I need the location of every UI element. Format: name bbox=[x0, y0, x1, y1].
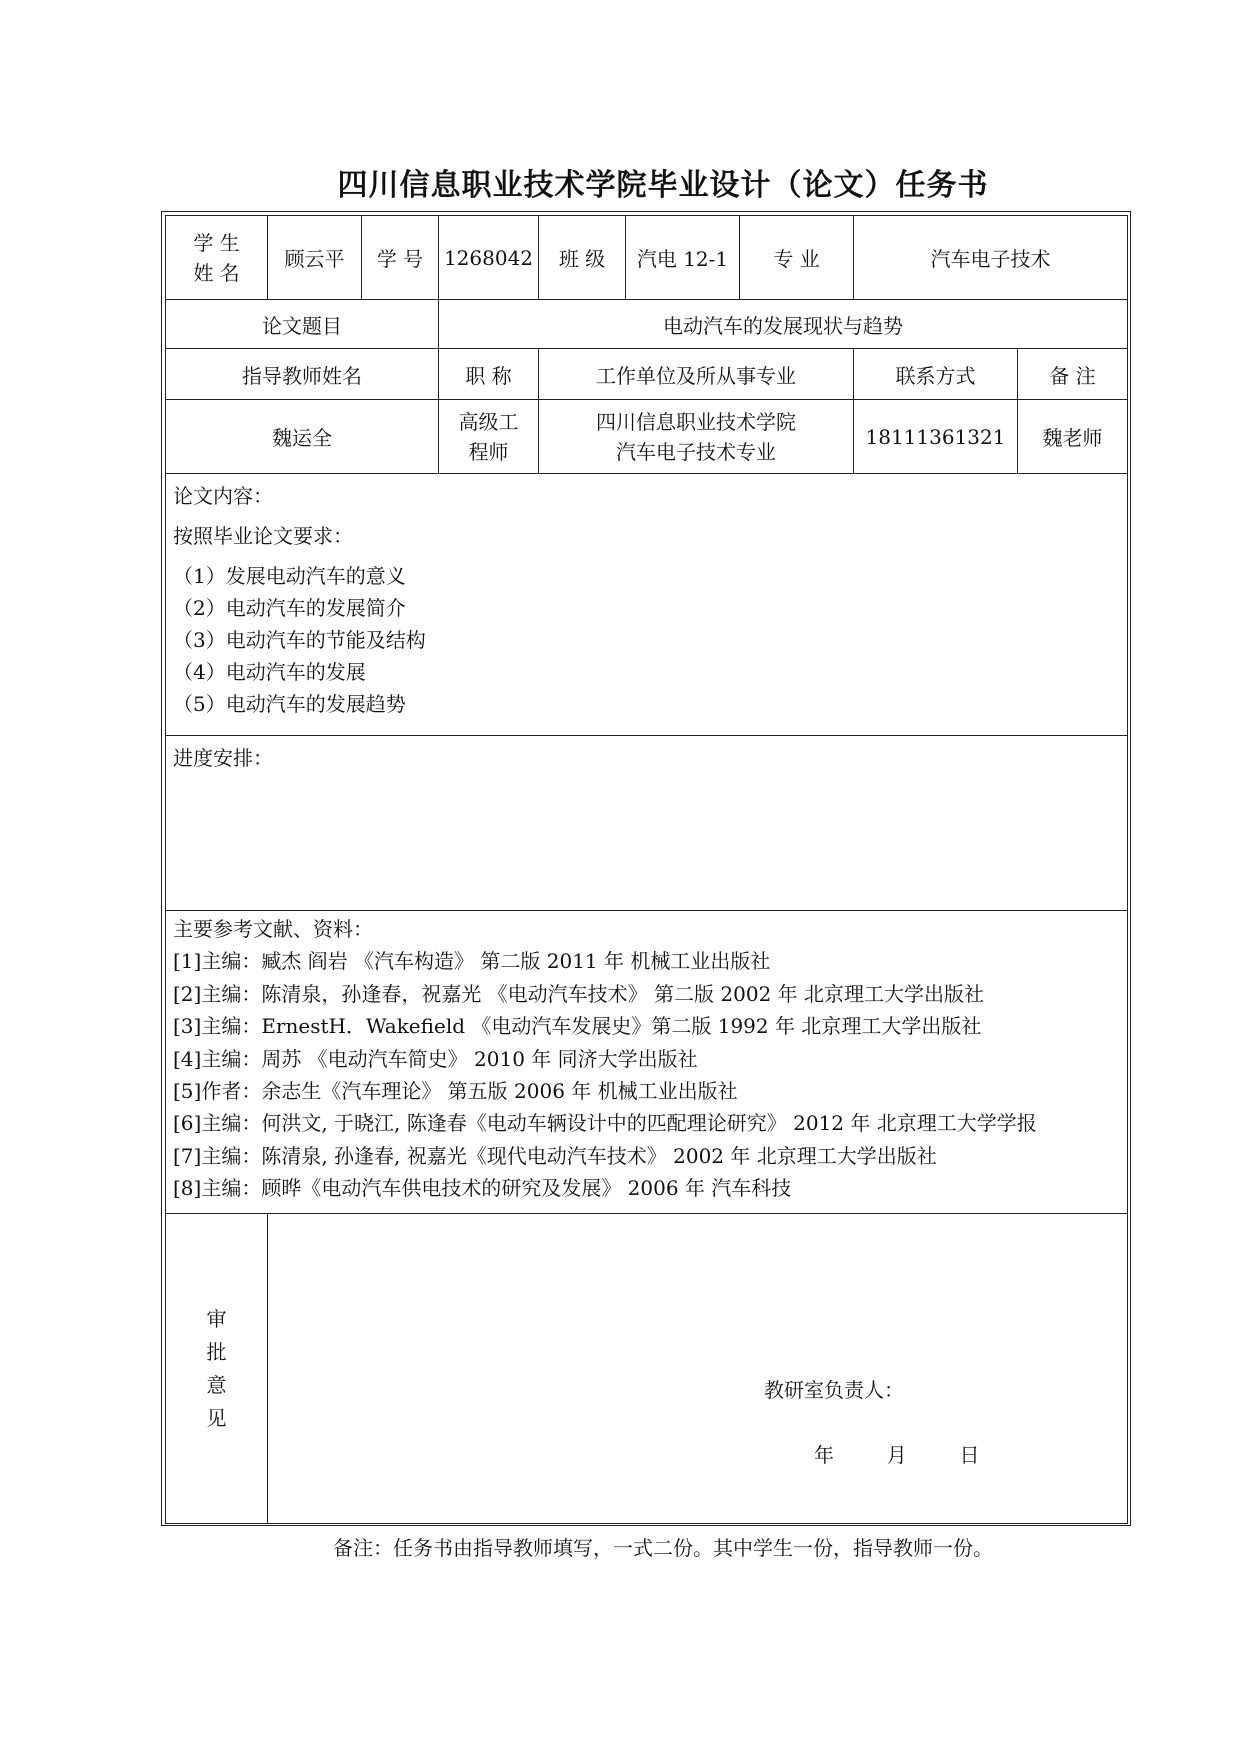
reference-item: [1]主编：臧杰 阎岩 《汽车构造》 第二版 2011 年 机械工业出版社 bbox=[173, 949, 771, 974]
task-form-table bbox=[165, 215, 1128, 1524]
page-title: 四川信息职业技术学院毕业设计（论文）任务书 bbox=[337, 168, 989, 203]
month-label: 月 bbox=[886, 1443, 907, 1467]
progress-heading: 进度安排： bbox=[173, 746, 273, 770]
approval-label bbox=[166, 1214, 268, 1524]
unit-label: 工作单位及所从事专业 bbox=[539, 349, 854, 400]
contact-value: 18111361321 bbox=[854, 400, 1018, 474]
advisor-name-value: 魏运全 bbox=[166, 400, 439, 474]
reference-item: [8]主编：顾晔《电动汽车供电技术的研究及发展》 2006 年 汽车科技 bbox=[173, 1176, 792, 1201]
row-progress bbox=[166, 736, 1128, 911]
student-name-value: 顾云平 bbox=[268, 216, 362, 300]
day-label: 日 bbox=[959, 1443, 980, 1467]
class-label: 班 级 bbox=[539, 216, 626, 300]
advisor-title-label: 职 称 bbox=[439, 349, 539, 400]
signer-label: 教研室负责人： bbox=[764, 1378, 904, 1402]
row-advisor-values bbox=[166, 400, 1128, 474]
advisor-title-line1: 高级工 bbox=[458, 409, 519, 434]
topic-label: 论文题目 bbox=[166, 300, 439, 349]
class-value: 汽电 12-1 bbox=[626, 216, 740, 300]
student-name-label-line2: 姓 名 bbox=[193, 260, 240, 285]
approval-body bbox=[268, 1214, 1128, 1524]
content-heading: 论文内容： bbox=[173, 484, 273, 508]
advisor-name-label: 指导教师姓名 bbox=[166, 349, 439, 400]
unit-value bbox=[539, 400, 854, 474]
reference-item: [5]作者：余志生《汽车理论》 第五版 2006 年 机械工业出版社 bbox=[173, 1079, 738, 1104]
unit-line2: 汽车电子技术专业 bbox=[616, 439, 776, 464]
approval-char: 意 bbox=[206, 1372, 227, 1397]
reference-item: [3]主编：ErnestH．Wakefield 《电动汽车发展史》第二版 1992 年 北京理工大学出版社 bbox=[173, 1014, 982, 1039]
row-advisor-headers bbox=[166, 349, 1128, 400]
row-content bbox=[166, 474, 1128, 736]
content-item: （2）电动汽车的发展简介 bbox=[173, 596, 406, 620]
progress-section bbox=[166, 736, 1128, 911]
content-section bbox=[166, 474, 1128, 736]
advisor-title-value bbox=[439, 400, 539, 474]
student-name-label bbox=[166, 216, 268, 300]
year-label: 年 bbox=[814, 1443, 834, 1467]
reference-item: [7]主编：陈清泉, 孙逢春, 祝嘉光《现代电动汽车技术》 2002 年 北京理工大学出版社 bbox=[173, 1143, 937, 1168]
topic-value: 电动汽车的发展现状与趋势 bbox=[439, 300, 1128, 349]
advisor-title-line2: 程师 bbox=[468, 439, 509, 464]
student-id-label: 学 号 bbox=[362, 216, 439, 300]
remark-value: 魏老师 bbox=[1018, 400, 1128, 474]
approval-char: 见 bbox=[206, 1405, 227, 1430]
major-label: 专 业 bbox=[740, 216, 854, 300]
date-line bbox=[814, 1439, 979, 1468]
major-value: 汽车电子技术 bbox=[854, 216, 1128, 300]
content-intro: 按照毕业论文要求： bbox=[173, 524, 353, 548]
unit-line1: 四川信息职业技术学院 bbox=[596, 409, 796, 434]
references-section bbox=[166, 911, 1128, 1214]
reference-item: [6]主编：何洪文, 于晓江, 陈逢春《电动车辆设计中的匹配理论研究》 2012 年 北京理工大学学报 bbox=[173, 1111, 1037, 1136]
content-item: （1）发展电动汽车的意义 bbox=[173, 564, 406, 588]
content-item: （3）电动汽车的节能及结构 bbox=[173, 628, 426, 652]
student-id-value: 1268042 bbox=[439, 216, 539, 300]
content-item: （5）电动汽车的发展趋势 bbox=[173, 692, 406, 716]
reference-item: [4]主编：周苏 《电动汽车简史》 2010 年 同济大学出版社 bbox=[173, 1046, 698, 1071]
remark-label: 备 注 bbox=[1018, 349, 1128, 400]
reference-item: [2]主编：陈清泉，孙逢春，祝嘉光 《电动汽车技术》 第二版 2002 年 北京理工大学出版社 bbox=[173, 981, 985, 1006]
row-student-info bbox=[166, 216, 1128, 300]
row-references bbox=[166, 911, 1128, 1214]
footer-note: 备注：任务书由指导教师填写，一式二份。其中学生一份，指导教师一份。 bbox=[333, 1536, 993, 1560]
student-name-label-line1: 学 生 bbox=[193, 230, 240, 255]
content-item: （4）电动汽车的发展 bbox=[173, 660, 366, 684]
approval-char: 批 bbox=[206, 1339, 227, 1364]
row-topic bbox=[166, 300, 1128, 349]
approval-char: 审 bbox=[206, 1306, 227, 1331]
row-approval bbox=[166, 1214, 1128, 1524]
contact-label: 联系方式 bbox=[854, 349, 1018, 400]
references-heading: 主要参考文献、资料： bbox=[173, 917, 373, 941]
